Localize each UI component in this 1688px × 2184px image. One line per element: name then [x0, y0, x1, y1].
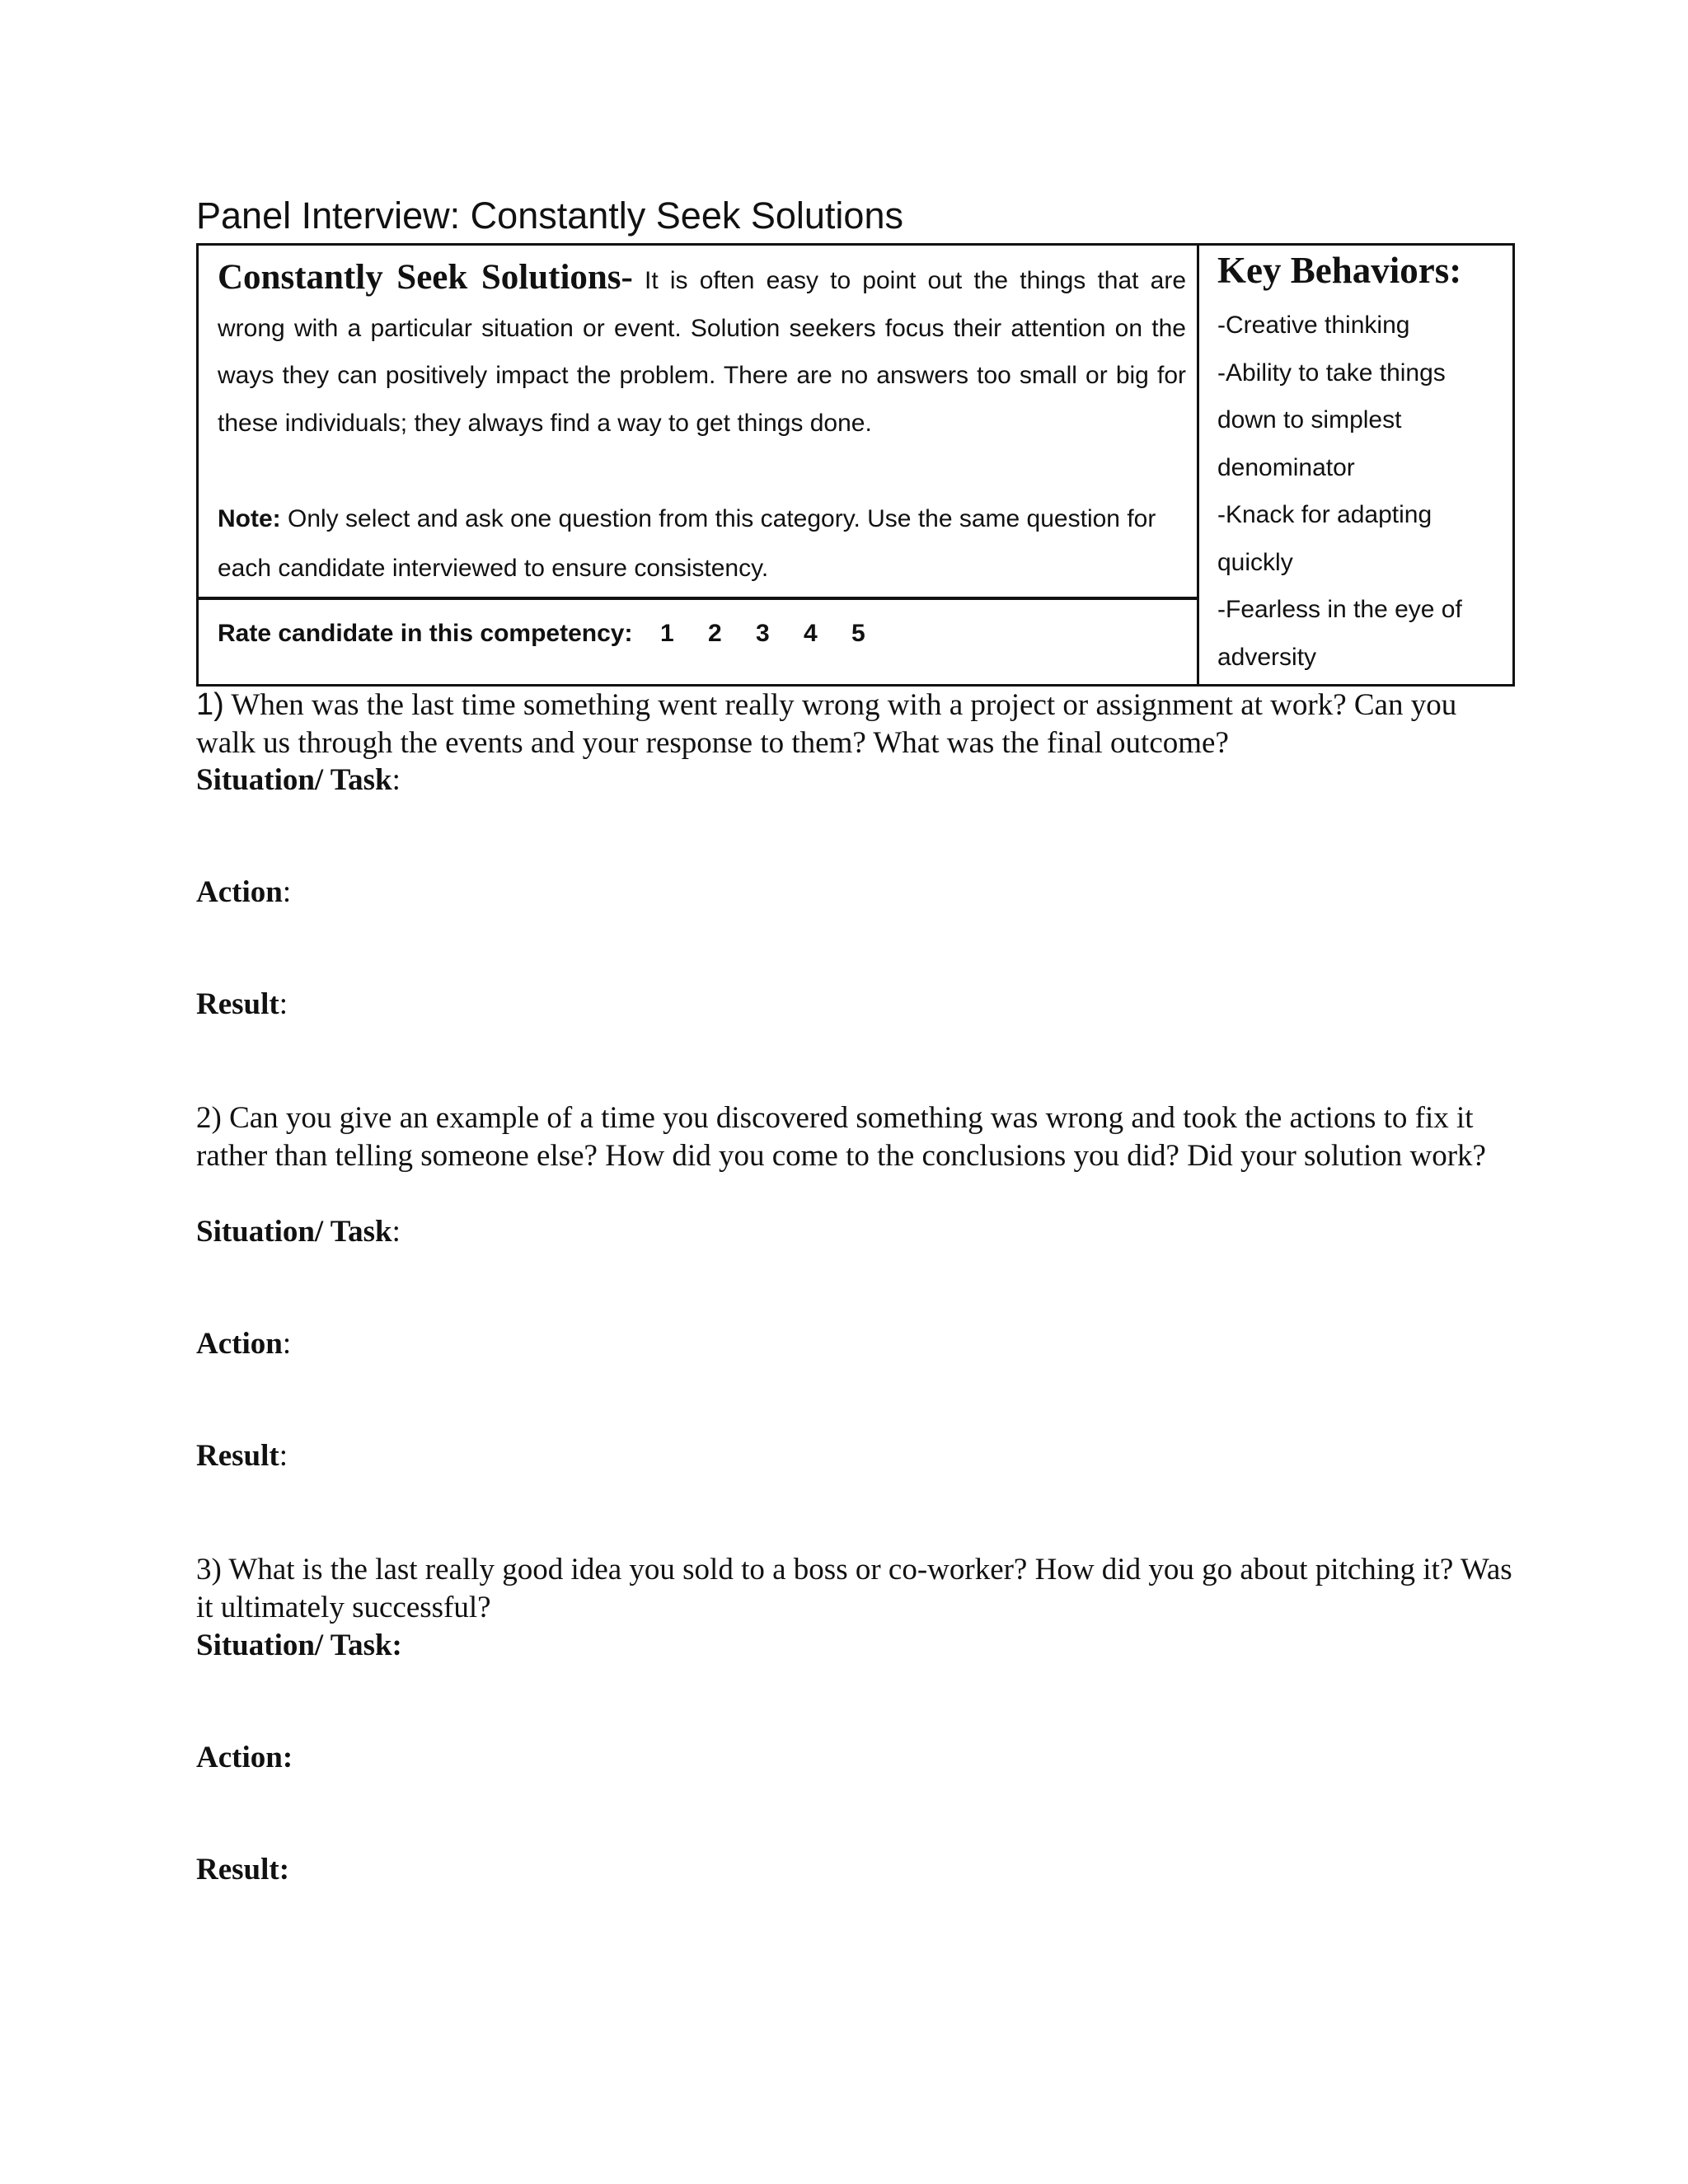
rating-option-3[interactable]: 3	[756, 620, 770, 647]
result-label: Result	[196, 1439, 279, 1473]
competency-description-cell	[199, 246, 1199, 684]
question-body: What is the last really good idea you sold to a boss or co-worker? How did you go about pitching it? Was it ultimately successful?	[196, 1553, 1512, 1624]
situation-task-label: Situation/ Task	[196, 1215, 392, 1249]
note	[218, 494, 1186, 593]
situation-task-field[interactable]: Situation/ Task:	[196, 763, 401, 797]
situation-task-label: Situation/ Task	[196, 763, 392, 797]
rating-option-5[interactable]: 5	[851, 620, 865, 647]
action-label: Action	[196, 875, 283, 909]
question-2	[196, 1099, 1515, 1175]
question-number: 2)	[196, 1101, 222, 1135]
key-behavior-item: -Knack for adapting quickly	[1217, 501, 1432, 576]
action-field[interactable]: Action:	[196, 875, 292, 909]
rating-option-2[interactable]: 2	[708, 620, 722, 647]
result-field[interactable]: Result:	[196, 1439, 288, 1473]
competency-table	[196, 243, 1515, 687]
action-label: Action	[196, 1327, 283, 1361]
key-behaviors-cell	[1199, 246, 1512, 684]
rating-option-4[interactable]: 4	[804, 620, 818, 647]
result-field[interactable]: Result:	[196, 987, 288, 1021]
key-behavior-item: -Fearless in the eye of adversity	[1217, 596, 1462, 671]
situation-task-field[interactable]: Situation/ Task:	[196, 1215, 401, 1249]
result-label: Result:	[196, 1853, 290, 1886]
competency-name: Constantly Seek Solutions-	[218, 258, 633, 297]
question-1	[196, 686, 1515, 762]
rating-row	[199, 597, 1197, 687]
situation-task-label: Situation/ Task:	[196, 1629, 402, 1662]
key-behavior-item: -Creative thinking	[1217, 312, 1410, 339]
action-field[interactable]: Action:	[196, 1327, 292, 1361]
note-label: Note:	[218, 505, 281, 532]
action-label: Action:	[196, 1741, 293, 1774]
question-text	[196, 686, 1515, 762]
result-label: Result	[196, 987, 279, 1021]
result-field[interactable]	[196, 1851, 289, 1889]
question-number: 3)	[196, 1553, 222, 1586]
action-field[interactable]	[196, 1739, 293, 1777]
key-behaviors-title: Key Behaviors:	[1217, 250, 1462, 291]
rating-option-1[interactable]: 1	[660, 620, 674, 647]
question-text	[196, 1551, 1515, 1627]
key-behaviors-list	[1217, 302, 1506, 681]
situation-task-field[interactable]	[196, 1627, 402, 1665]
question-number: 1)	[196, 687, 224, 722]
competency-description	[218, 254, 1186, 447]
question-body: When was the last time something went really wrong with a project or assignment at work? Can you walk us through the events and your response to them? What was the final outcome?	[196, 688, 1457, 760]
competency-description-text: It is often easy to point out the things that are wrong with a particular situation or event. Solution seekers focus their attention on the ways they can positively impact the problem. There are no answers too small or big for these individuals; they always find a way to get things done.	[218, 267, 1187, 437]
note-text: Only select and ask one question from this category. Use the same question for each candidate interviewed to ensure consistency.	[218, 505, 1156, 582]
rating-label: Rate candidate in this competency:	[218, 620, 633, 647]
page-title: Panel Interview: Constantly Seek Solutions	[196, 194, 903, 237]
question-text	[196, 1099, 1515, 1175]
rating-options	[660, 620, 899, 648]
key-behavior-item: -Ability to take things down to simplest denominator	[1217, 359, 1446, 481]
question-body: Can you give an example of a time you discovered something was wrong and took the actions to fix it rather than telling someone else? How did you come to the conclusions you did? Did your solution work?	[196, 1101, 1486, 1173]
question-3	[196, 1551, 1515, 1627]
